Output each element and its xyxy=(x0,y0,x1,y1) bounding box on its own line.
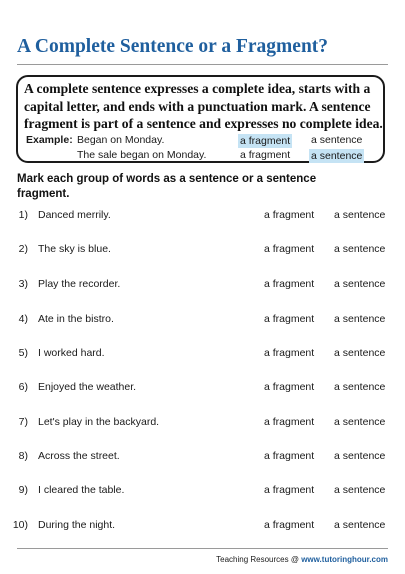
option-fragment[interactable]: a fragment xyxy=(264,484,315,496)
option-fragment[interactable]: a fragment xyxy=(264,243,315,255)
option-sentence[interactable]: a sentence xyxy=(334,416,386,428)
option-fragment[interactable]: a fragment xyxy=(264,416,315,428)
example-1-option-fragment[interactable]: a fragment xyxy=(240,135,291,147)
example-1-option-sentence[interactable]: a sentence xyxy=(311,134,363,146)
option-fragment[interactable]: a fragment xyxy=(264,209,315,221)
option-sentence[interactable]: a sentence xyxy=(334,209,386,221)
question-text: During the night. xyxy=(38,519,116,531)
question-text: Enjoyed the weather. xyxy=(38,381,137,393)
option-sentence[interactable]: a sentence xyxy=(334,519,386,531)
question-number: 5) xyxy=(18,347,28,359)
option-fragment[interactable]: a fragment xyxy=(264,278,315,290)
question-number: 9) xyxy=(18,484,28,496)
question-row xyxy=(0,519,405,535)
footer xyxy=(216,555,388,564)
option-sentence[interactable]: a sentence xyxy=(334,484,386,496)
question-text: Let's play in the backyard. xyxy=(38,416,160,428)
question-text: Play the recorder. xyxy=(38,278,121,290)
option-sentence[interactable]: a sentence xyxy=(334,278,386,290)
question-text: Across the street. xyxy=(38,450,120,462)
footer-prefix: Teaching Resources @ xyxy=(216,555,302,564)
question-number: 6) xyxy=(18,381,28,393)
option-fragment[interactable]: a fragment xyxy=(264,519,315,531)
title-divider xyxy=(17,64,388,65)
question-row xyxy=(0,484,405,500)
option-fragment[interactable]: a fragment xyxy=(264,450,315,462)
question-number: 2) xyxy=(18,243,28,255)
option-fragment[interactable]: a fragment xyxy=(264,381,315,393)
footer-link[interactable]: www.tutoringhour.com xyxy=(301,555,388,564)
option-sentence[interactable]: a sentence xyxy=(334,381,386,393)
option-sentence[interactable]: a sentence xyxy=(334,450,386,462)
option-sentence[interactable]: a sentence xyxy=(334,243,386,255)
example-2-text: The sale began on Monday. xyxy=(77,149,207,161)
question-row xyxy=(0,278,405,294)
question-text: I cleared the table. xyxy=(38,484,125,496)
question-number: 1) xyxy=(18,209,28,221)
option-fragment[interactable]: a fragment xyxy=(264,313,315,325)
question-row xyxy=(0,450,405,466)
example-label: Example: xyxy=(26,134,73,146)
question-text: Ate in the bistro. xyxy=(38,313,114,325)
question-row xyxy=(0,209,405,225)
question-text: I worked hard. xyxy=(38,347,105,359)
question-row xyxy=(0,381,405,397)
question-text: The sky is blue. xyxy=(38,243,111,255)
question-number: 3) xyxy=(18,278,28,290)
question-number: 4) xyxy=(18,313,28,325)
question-row xyxy=(0,313,405,329)
instructions: Mark each group of words as a sentence or a sentence fragment. xyxy=(17,173,317,200)
option-sentence[interactable]: a sentence xyxy=(334,347,386,359)
footer-divider xyxy=(17,548,388,549)
question-row xyxy=(0,243,405,259)
example-1-text: Began on Monday. xyxy=(77,134,165,146)
definition-text: A complete sentence expresses a complete idea, starts with a capital letter, and ends with a punctuation mark. A sentence fragment is part of a sentence and expresses no complete idea. xyxy=(24,81,383,132)
example-2-option-fragment[interactable]: a fragment xyxy=(240,149,291,161)
question-row xyxy=(0,416,405,432)
option-sentence[interactable]: a sentence xyxy=(334,313,386,325)
question-number: 8) xyxy=(18,450,28,462)
question-number: 7) xyxy=(18,416,28,428)
question-number: 10) xyxy=(12,519,28,531)
question-text: Danced merrily. xyxy=(38,209,111,221)
question-row xyxy=(0,347,405,363)
option-fragment[interactable]: a fragment xyxy=(264,347,315,359)
page-title: A Complete Sentence or a Fragment? xyxy=(17,36,329,57)
example-2-option-sentence[interactable]: a sentence xyxy=(311,150,363,162)
